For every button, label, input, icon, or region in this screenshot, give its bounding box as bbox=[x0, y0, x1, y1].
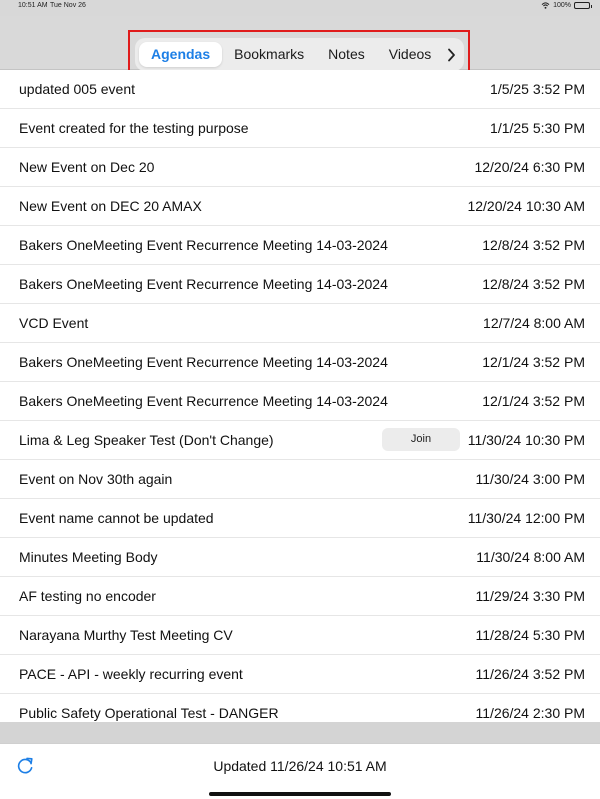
event-datetime: 11/28/24 5:30 PM bbox=[475, 627, 585, 643]
event-datetime: 11/30/24 12:00 PM bbox=[467, 510, 585, 526]
event-datetime: 11/26/24 3:52 PM bbox=[475, 666, 585, 682]
event-title: AF testing no encoder bbox=[19, 588, 156, 604]
event-datetime: 11/29/24 3:30 PM bbox=[475, 588, 585, 604]
list-item[interactable] bbox=[0, 460, 600, 499]
status-time: 10:51 AM bbox=[18, 2, 48, 9]
status-date: Tue Nov 26 bbox=[50, 2, 86, 9]
event-datetime: 1/1/25 5:30 PM bbox=[490, 120, 585, 136]
list-item[interactable] bbox=[0, 226, 600, 265]
list-item[interactable] bbox=[0, 499, 600, 538]
join-button[interactable]: Join bbox=[382, 428, 460, 451]
list-item[interactable] bbox=[0, 382, 600, 421]
chevron-right-icon[interactable] bbox=[443, 42, 460, 67]
list-bottom-band bbox=[0, 722, 600, 743]
event-title: PACE - API - weekly recurring event bbox=[19, 666, 243, 682]
segmented-tabs bbox=[135, 38, 464, 71]
event-title: Event on Nov 30th again bbox=[19, 471, 173, 487]
event-datetime: 12/8/24 3:52 PM bbox=[482, 276, 585, 292]
event-title: Public Safety Operational Test - DANGER bbox=[19, 705, 279, 721]
tab-agendas[interactable]: Agendas bbox=[139, 42, 222, 67]
event-title: Event name cannot be updated bbox=[19, 510, 214, 526]
list-item[interactable] bbox=[0, 109, 600, 148]
list-item[interactable] bbox=[0, 265, 600, 304]
event-datetime: 1/5/25 3:52 PM bbox=[490, 81, 585, 97]
list-item[interactable] bbox=[0, 421, 600, 460]
list-item[interactable] bbox=[0, 577, 600, 616]
event-title: VCD Event bbox=[19, 315, 89, 331]
tab-notes[interactable]: Notes bbox=[328, 46, 365, 62]
list-item[interactable] bbox=[0, 343, 600, 382]
event-datetime: 12/20/24 10:30 AM bbox=[467, 198, 585, 214]
tab-bookmarks[interactable]: Bookmarks bbox=[234, 46, 305, 62]
event-title: updated 005 event bbox=[19, 81, 135, 97]
battery-percent: 100% bbox=[553, 2, 571, 9]
event-list bbox=[0, 70, 600, 722]
list-item[interactable] bbox=[0, 70, 600, 109]
status-right bbox=[541, 2, 590, 9]
header-bar bbox=[0, 16, 600, 70]
last-updated-text: Updated 11/26/24 10:51 AM bbox=[213, 758, 387, 774]
list-item[interactable] bbox=[0, 148, 600, 187]
event-title: New Event on Dec 20 bbox=[19, 159, 155, 175]
event-datetime: 11/26/24 2:30 PM bbox=[475, 705, 585, 721]
tab-videos[interactable]: Videos bbox=[388, 46, 432, 62]
list-item[interactable] bbox=[0, 616, 600, 655]
event-datetime: 12/7/24 8:00 AM bbox=[483, 315, 585, 331]
event-datetime: 12/1/24 3:52 PM bbox=[482, 393, 585, 409]
list-item[interactable] bbox=[0, 655, 600, 694]
event-title: New Event on DEC 20 AMAX bbox=[19, 198, 202, 214]
home-indicator[interactable] bbox=[209, 792, 391, 796]
event-datetime: 12/8/24 3:52 PM bbox=[482, 237, 585, 253]
event-datetime: 12/1/24 3:52 PM bbox=[482, 354, 585, 370]
event-datetime: 11/30/24 10:30 PM bbox=[467, 432, 585, 448]
wifi-icon bbox=[541, 2, 550, 9]
event-title: Bakers OneMeeting Event Recurrence Meeting 14-03-2024 bbox=[19, 237, 388, 253]
event-title: Bakers OneMeeting Event Recurrence Meeting 14-03-2024 bbox=[19, 393, 388, 409]
list-item[interactable] bbox=[0, 304, 600, 343]
event-title: Lima & Leg Speaker Test (Don't Change) bbox=[19, 432, 274, 448]
event-datetime: 12/20/24 6:30 PM bbox=[474, 159, 585, 175]
status-bar bbox=[0, 0, 600, 16]
event-title: Bakers OneMeeting Event Recurrence Meeting 14-03-2024 bbox=[19, 354, 388, 370]
list-item[interactable] bbox=[0, 694, 600, 722]
event-datetime: 11/30/24 8:00 AM bbox=[476, 549, 585, 565]
event-title: Narayana Murthy Test Meeting CV bbox=[19, 627, 233, 643]
list-item[interactable] bbox=[0, 538, 600, 577]
event-title: Event created for the testing purpose bbox=[19, 120, 249, 136]
list-item[interactable] bbox=[0, 187, 600, 226]
battery-icon bbox=[574, 2, 590, 9]
event-title: Bakers OneMeeting Event Recurrence Meeting 14-03-2024 bbox=[19, 276, 388, 292]
event-datetime: 11/30/24 3:00 PM bbox=[475, 471, 585, 487]
event-title: Minutes Meeting Body bbox=[19, 549, 158, 565]
footer-toolbar bbox=[0, 743, 600, 799]
